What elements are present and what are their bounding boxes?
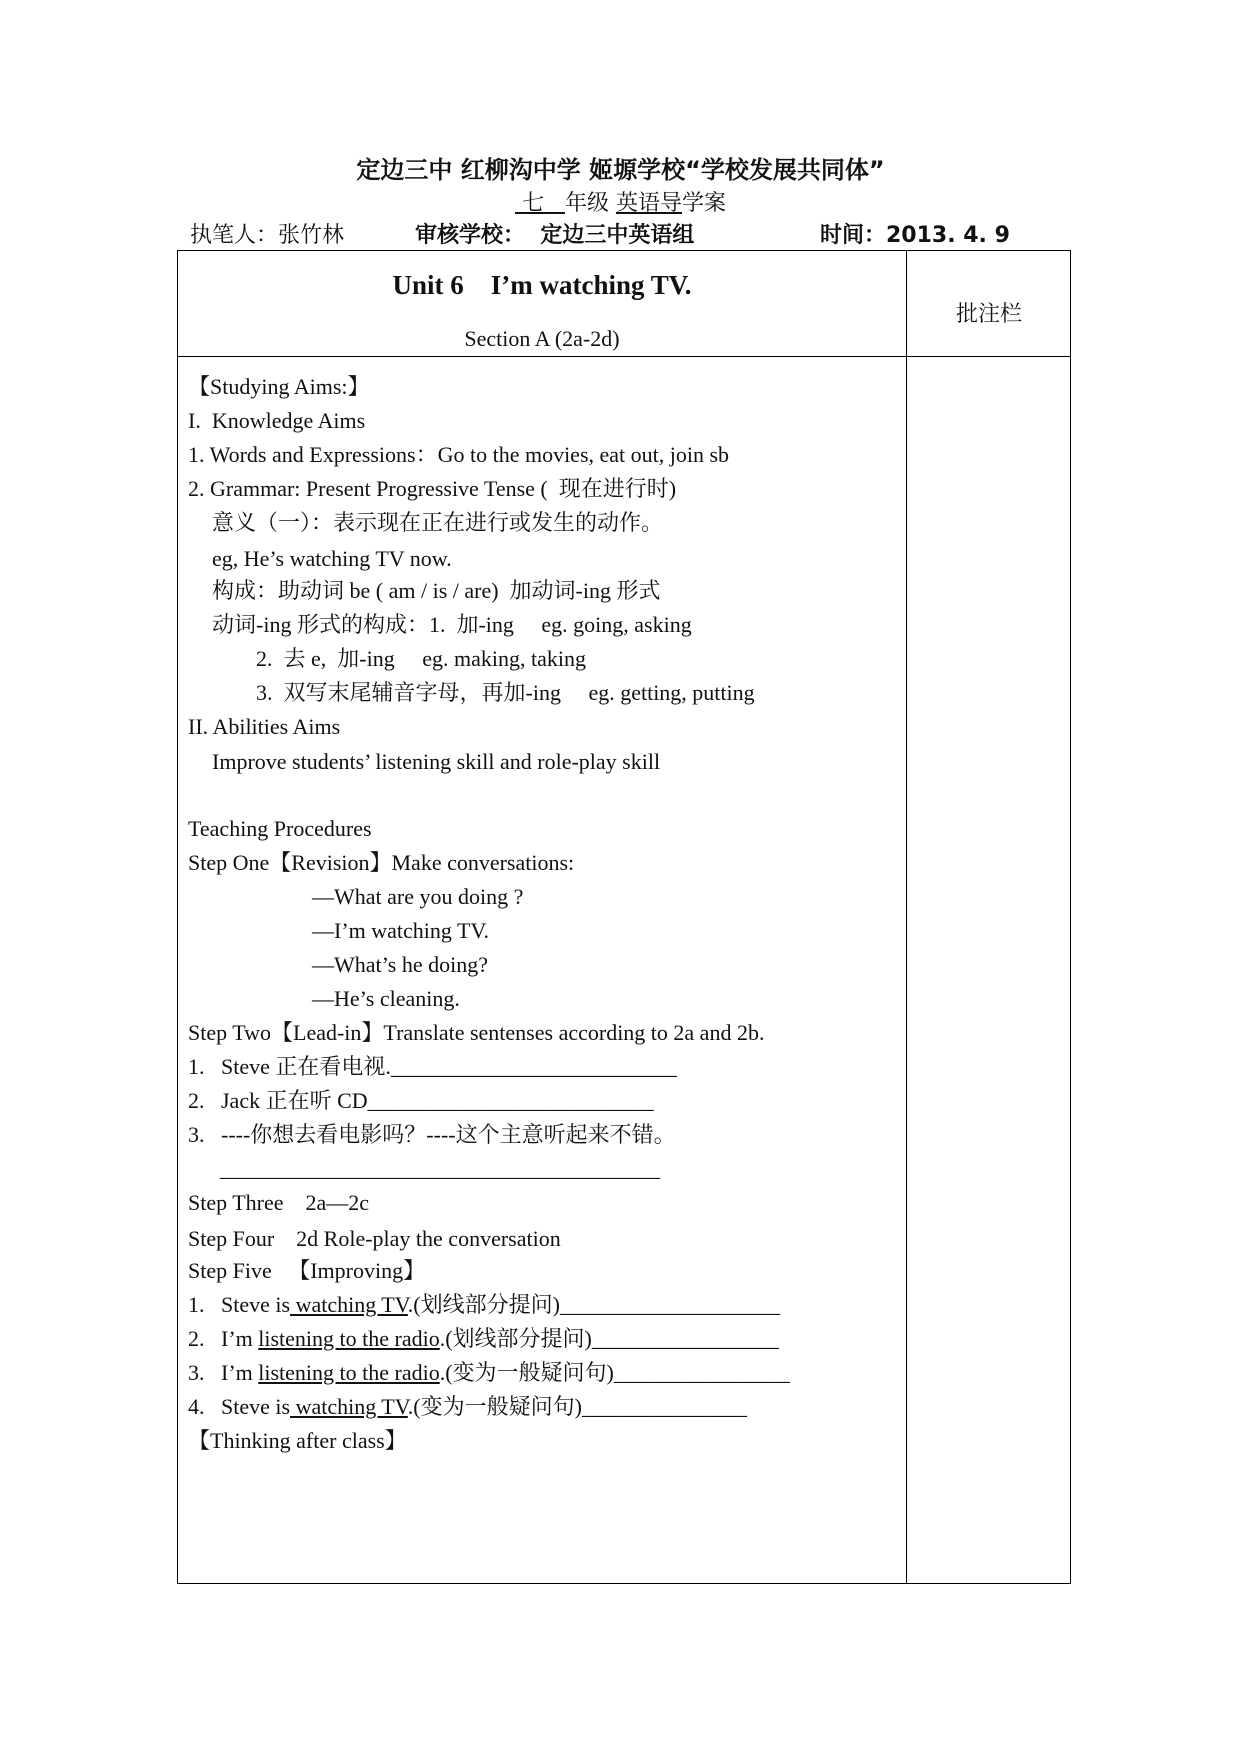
- subject-suffix: 学案: [682, 191, 727, 216]
- content-line: 1. Words and Expressions：Go to the movies, eat out, join sb: [188, 442, 730, 467]
- date-label: 时间：2013. 4. 9: [820, 223, 1010, 248]
- content-line: —What are you doing ?: [312, 884, 524, 909]
- header-row-divider: [178, 356, 1070, 357]
- exercise-prefix: 1. Steve is: [188, 1292, 291, 1317]
- exercise-prefix: 4. Steve is: [188, 1394, 291, 1419]
- section-label: Section A (2a-2d): [464, 326, 620, 351]
- exercise-prefix: 3. I’m: [188, 1360, 259, 1385]
- content-line: 1. Steve 正在看电视.__________________________: [188, 1054, 677, 1079]
- content-line: —He’s cleaning.: [312, 986, 460, 1011]
- grade-suffix: 年级: [564, 191, 609, 216]
- content-line: 【Thinking after class】: [188, 1428, 407, 1453]
- content-line: 构成：助动词 be ( am / is / are) 加动词-ing 形式: [212, 578, 661, 603]
- column-divider: [906, 251, 907, 1583]
- content-line: 3. ----你想去看电影吗？----这个主意听起来不错。: [188, 1122, 676, 1147]
- content-line: —I’m watching TV.: [312, 918, 489, 943]
- content-line: Step Five 【Improving】: [188, 1258, 426, 1283]
- grade-value: 七: [521, 191, 544, 216]
- content-line: 2. 去 e, 加-ing eg. making, taking: [256, 646, 586, 671]
- content-line: ________________________________________: [220, 1156, 660, 1181]
- document-meta: [190, 218, 1090, 248]
- unit-title: Unit 6 I’m watching TV.: [392, 270, 692, 300]
- exercise-prefix: 2. I’m: [188, 1326, 259, 1351]
- exercise-instruction: .(变为一般疑问句)_______________: [407, 1394, 747, 1419]
- document-title: 定边三中 红柳沟中学 姬塬学校“学校发展共同体”: [356, 156, 885, 184]
- content-line: 动词-ing 形式的构成：1. 加-ing eg. going, asking: [212, 612, 692, 637]
- content-line: 3. 双写末尾辅音字母，再加-ing eg. getting, putting: [256, 680, 755, 705]
- subject-value: 英语导: [615, 191, 682, 216]
- content-line: eg, He’s watching TV now.: [212, 546, 452, 571]
- exercise-instruction: .(划线部分提问)_________________: [439, 1326, 779, 1351]
- reviewer-label: 审核学校： 定边三中英语组: [415, 223, 695, 248]
- underlined-phrase: listening to the radio: [258, 1326, 440, 1351]
- content-line: 意义（一）：表示现在正在进行或发生的动作。: [212, 510, 664, 535]
- content-line: [188, 1291, 780, 1319]
- content-line: —What’s he doing?: [312, 952, 488, 977]
- lesson-table: [177, 250, 1071, 1584]
- content-line: [188, 1393, 747, 1421]
- content-line: 2. Grammar: Present Progressive Tense ( 现在进行时): [188, 476, 677, 501]
- content-line: Improve students’ listening skill and role-play skill: [212, 749, 661, 774]
- content-line: Step One【Revision】Make conversations:: [188, 850, 575, 875]
- underlined-phrase: listening to the radio: [258, 1360, 440, 1385]
- content-line: Step Two【Lead-in】Translate sentenses according to 2a and 2b.: [188, 1020, 765, 1045]
- content-line: Teaching Procedures: [188, 816, 372, 841]
- content-line: Step Four 2d Role-play the conversation: [188, 1226, 561, 1251]
- content-line: II. Abilities Aims: [188, 714, 341, 739]
- content-line: 【Studying Aims:】: [188, 374, 370, 399]
- underlined-phrase: watching TV: [290, 1394, 408, 1419]
- content-line: I. Knowledge Aims: [188, 408, 366, 433]
- author-label: 执笔人：张竹林: [190, 223, 345, 248]
- exercise-instruction: .(划线部分提问)____________________: [407, 1292, 780, 1317]
- notes-column-header: 批注栏: [955, 302, 1022, 327]
- document-subtitle: [0, 186, 1241, 217]
- content-line: [188, 1325, 779, 1353]
- underlined-phrase: watching TV: [290, 1292, 408, 1317]
- content-line: [188, 1359, 790, 1387]
- content-line: Step Three 2a—2c: [188, 1190, 370, 1215]
- exercise-instruction: .(变为一般疑问句)________________: [439, 1360, 790, 1385]
- content-line: 2. Jack 正在听 CD__________________________: [188, 1088, 654, 1113]
- grade-blank: [515, 191, 565, 216]
